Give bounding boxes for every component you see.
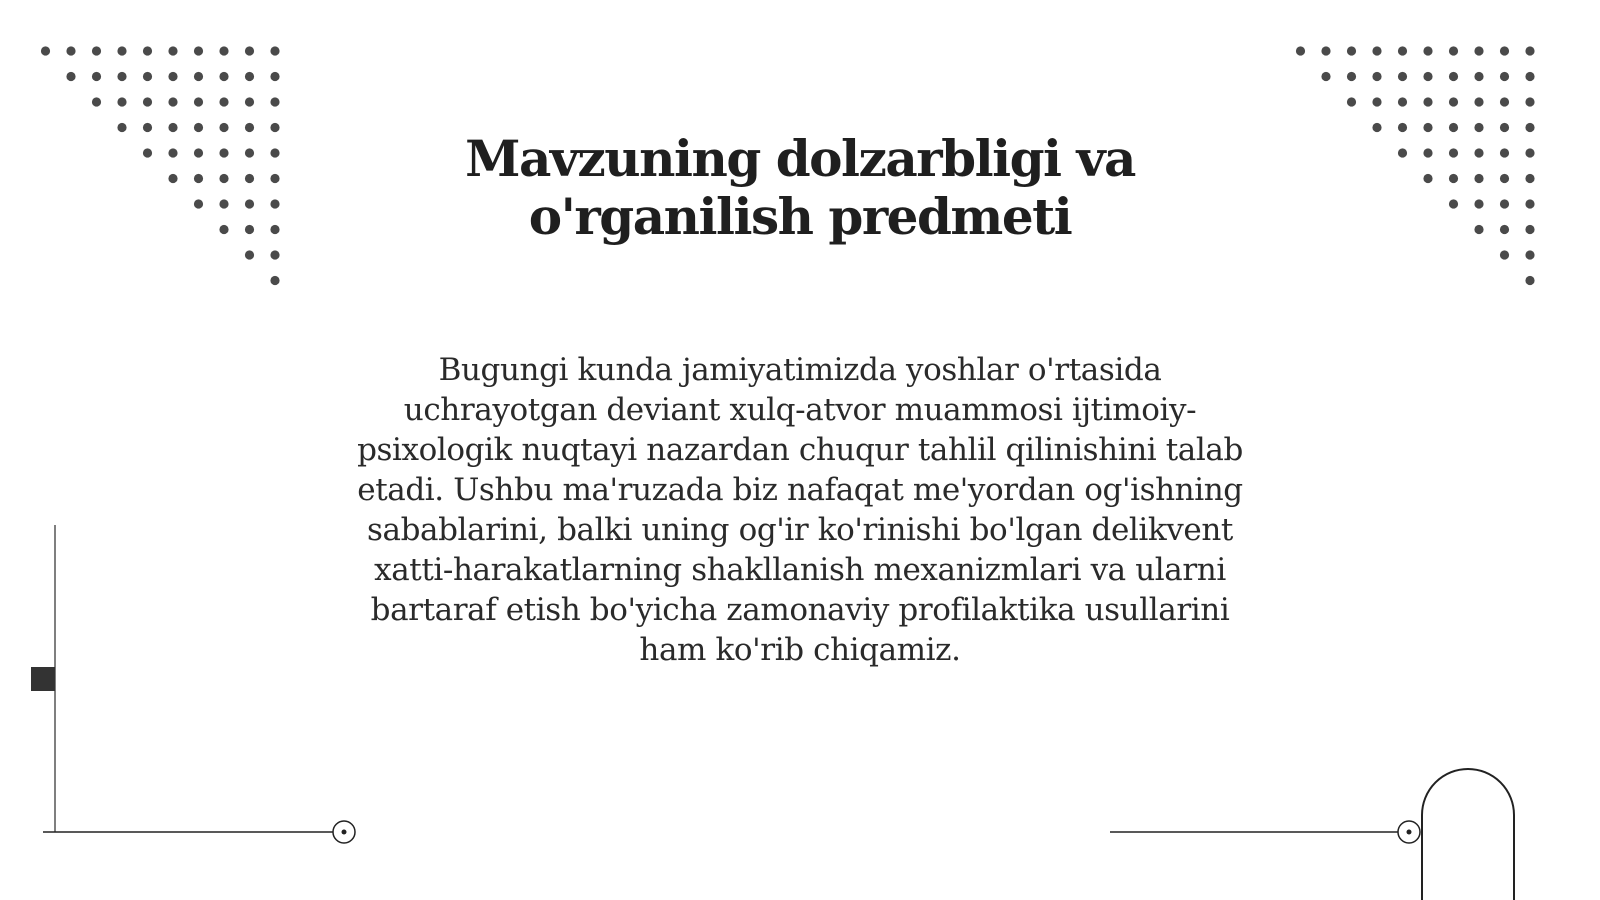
decorative-dot (1474, 148, 1483, 157)
decorative-dot (1525, 250, 1534, 259)
decorative-dot (66, 46, 75, 55)
decorative-dot (1347, 72, 1356, 81)
decorative-dot (1398, 123, 1407, 132)
decorative-dot (1321, 72, 1330, 81)
decorative-dot (194, 97, 203, 106)
decorative-dot (270, 123, 279, 132)
decorative-dot (219, 46, 228, 55)
decorative-dot (219, 97, 228, 106)
decorative-dot (117, 123, 126, 132)
decorative-dot (1449, 72, 1458, 81)
decorative-dot (1474, 46, 1483, 55)
decorative-dot (245, 46, 254, 55)
decorative-dot (143, 97, 152, 106)
slide-title: Mavzuning dolzarbligi va o'rganilish predmeti (465, 129, 1135, 246)
decorative-dot (1500, 225, 1509, 234)
decorative-dot (245, 199, 254, 208)
decorative-dot (270, 199, 279, 208)
decorative-dot (168, 97, 177, 106)
decorative-dot (1474, 97, 1483, 106)
decorative-dot (143, 72, 152, 81)
decorative-dot (1423, 97, 1432, 106)
decorative-dot (117, 46, 126, 55)
decorative-dot (245, 148, 254, 157)
decorative-dot (1423, 72, 1432, 81)
decorative-dot (1449, 199, 1458, 208)
decorative-dot (1525, 72, 1534, 81)
square-marker (31, 667, 55, 691)
decorative-dot (1372, 72, 1381, 81)
decorative-dot (1474, 199, 1483, 208)
decorative-dot (270, 72, 279, 81)
decorative-dot (1474, 174, 1483, 183)
decorative-dot (270, 148, 279, 157)
decorative-dot (1500, 148, 1509, 157)
decorative-dot (1321, 46, 1330, 55)
decorative-dot (270, 225, 279, 234)
decorative-dot (1449, 97, 1458, 106)
decorative-dot (168, 123, 177, 132)
decorative-dot (1500, 250, 1509, 259)
decorative-dot (1474, 72, 1483, 81)
decorative-dot (194, 199, 203, 208)
decorative-dot (1525, 148, 1534, 157)
decorative-dot (117, 97, 126, 106)
decorative-dot (219, 199, 228, 208)
dot-pattern-top-right (1296, 46, 1535, 285)
decorative-dot (194, 123, 203, 132)
decorative-dot (194, 72, 203, 81)
decorative-dot (245, 123, 254, 132)
decorative-dot (194, 46, 203, 55)
decorative-dot (1500, 174, 1509, 183)
dot-pattern-top-left (41, 46, 280, 285)
decorative-dot (1525, 174, 1534, 183)
decorative-dot (219, 148, 228, 157)
decorative-dot (92, 46, 101, 55)
decorative-dot (1398, 148, 1407, 157)
decorative-dot (270, 46, 279, 55)
decorative-dot (1500, 46, 1509, 55)
decorative-dot (245, 174, 254, 183)
circle-target-icon (1398, 821, 1420, 843)
decorative-dot (1449, 174, 1458, 183)
decorative-dot (1525, 123, 1534, 132)
decorative-dot (1372, 46, 1381, 55)
decorative-dot (1347, 46, 1356, 55)
decorative-dot (219, 72, 228, 81)
decorative-dot (1474, 225, 1483, 234)
decorative-dot (1449, 46, 1458, 55)
decorative-dot (1423, 46, 1432, 55)
decorative-dot (219, 123, 228, 132)
decorative-dot (270, 250, 279, 259)
decorative-dot (1500, 97, 1509, 106)
decorative-dot (194, 174, 203, 183)
decorative-dot (1474, 123, 1483, 132)
decorative-dot (1525, 46, 1534, 55)
decorative-dot (143, 148, 152, 157)
decorative-dot (168, 148, 177, 157)
decorative-dot (1372, 123, 1381, 132)
decorative-dot (270, 276, 279, 285)
decorative-dot (168, 72, 177, 81)
decorative-dot (1423, 174, 1432, 183)
circle-target-icon (333, 821, 355, 843)
decorative-dot (66, 72, 75, 81)
decorative-dot (219, 174, 228, 183)
decorative-dot (1398, 46, 1407, 55)
decorative-dot (1296, 46, 1305, 55)
decorative-dot (245, 225, 254, 234)
decorative-dot (1449, 148, 1458, 157)
decorative-dot (1423, 148, 1432, 157)
arch-shape (1422, 769, 1514, 900)
slide-body-text: Bugungi kunda jamiyatimizda yoshlar o'rtasida uchrayotgan deviant xulq-atvor muammosi ijtimoiy-psixologik nuqtayi nazardan chuqur tahlil qilinishini talab etadi. Ushbu ma'ruzada biz nafaqat me'yordan og'ishning sabablarini, balki uning og'ir ko'rinishi bo'lgan delikvent xatti-harakatlarning shakllanish mexanizmlari va ularni bartaraf etish bo'yicha zamonaviy profilaktika usullarini ham ko'rib chiqamiz. (357, 352, 1243, 668)
decorative-dot (168, 174, 177, 183)
decorative-dot (143, 46, 152, 55)
decorative-dot (194, 148, 203, 157)
decorative-dot (92, 72, 101, 81)
decorative-dot (245, 250, 254, 259)
decorative-dot (1398, 72, 1407, 81)
decorative-dot (1525, 276, 1534, 285)
decorative-dot (1449, 123, 1458, 132)
decorative-dot (1347, 97, 1356, 106)
decorative-dot (143, 123, 152, 132)
decorative-dot (1500, 72, 1509, 81)
decorative-dot (1525, 97, 1534, 106)
decorative-dot (270, 97, 279, 106)
decorative-dot (1423, 123, 1432, 132)
decorative-dot (1500, 199, 1509, 208)
decorative-dot (168, 46, 177, 55)
decorative-dot (1525, 225, 1534, 234)
decorative-dot (219, 225, 228, 234)
decorative-dot (1398, 97, 1407, 106)
decorative-dot (1500, 123, 1509, 132)
decorative-dot (245, 97, 254, 106)
decorative-dot (117, 72, 126, 81)
decorative-dot (270, 174, 279, 183)
decorative-dot (41, 46, 50, 55)
decorative-dot (1525, 199, 1534, 208)
decorative-dot (1372, 97, 1381, 106)
decorative-dot (92, 97, 101, 106)
decorative-dot (245, 72, 254, 81)
